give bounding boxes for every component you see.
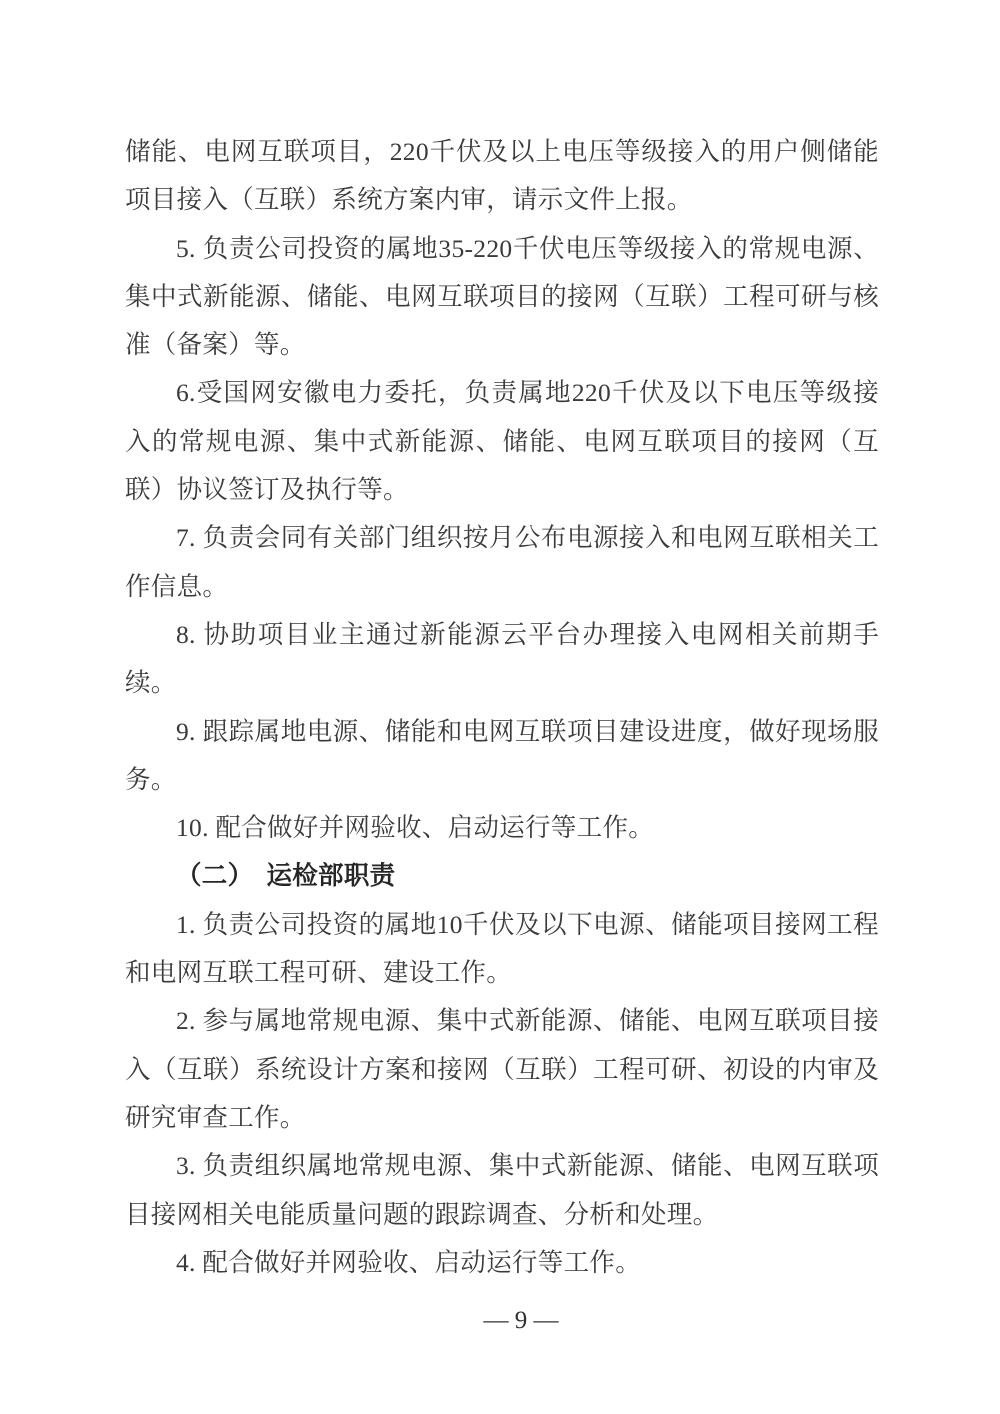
para-item-4: 4. 配合做好并网验收、启动运行等工作。 [176, 1247, 642, 1277]
para-continuation: 储能、电网互联项目，220千伏及以上电压等级接入的用户侧储能项目接入（互联）系统方案内审，请示文件上报。 [125, 137, 879, 215]
para-item-2: 2. 参与属地常规电源、集中式新能源、储能、电网互联项目接入（互联）系统设计方案和接网（互联）工程可研、初设的内审及研究审查工作。 [125, 1006, 879, 1132]
para-item-8: 8. 协助项目业主通过新能源云平台办理接入电网相关前期手续。 [125, 619, 879, 698]
document-body [125, 128, 879, 1287]
para-item-6: 6.受国网安徽电力委托，负责属地220千伏及以下电压等级接入的常规电源、集中式新能源、储能、电网互联项目的接网（互联）协议签订及执行等。 [125, 378, 879, 505]
para-item-5: 5. 负责公司投资的属地35-220千伏电压等级接入的常规电源、集中式新能源、储能、电网互联项目的接网（互联）工程可研与核准（备案）等。 [125, 233, 879, 360]
para-item-10: 10. 配合做好并网验收、启动运行等工作。 [176, 813, 655, 843]
para-item-9: 9. 跟踪属地电源、储能和电网互联项目建设进度，做好现场服务。 [125, 716, 879, 794]
page-footer [0, 1301, 1000, 1341]
section-heading-yunjianbu-duties: （二） 运检部职责 [176, 861, 396, 891]
para-item-7: 7. 负责会同有关部门组织按月公布电源接入和电网互联相关工作信息。 [125, 523, 879, 601]
page-number: — 9 — [483, 1307, 559, 1334]
para-item-1: 1. 负责公司投资的属地10千伏及以下电源、储能项目接网工程和电网互联工程可研、建设工作。 [125, 909, 879, 988]
para-item-3: 3. 负责组织属地常规电源、集中式新能源、储能、电网互联项目接网相关电能质量问题的跟踪调查、分析和处理。 [125, 1151, 879, 1229]
